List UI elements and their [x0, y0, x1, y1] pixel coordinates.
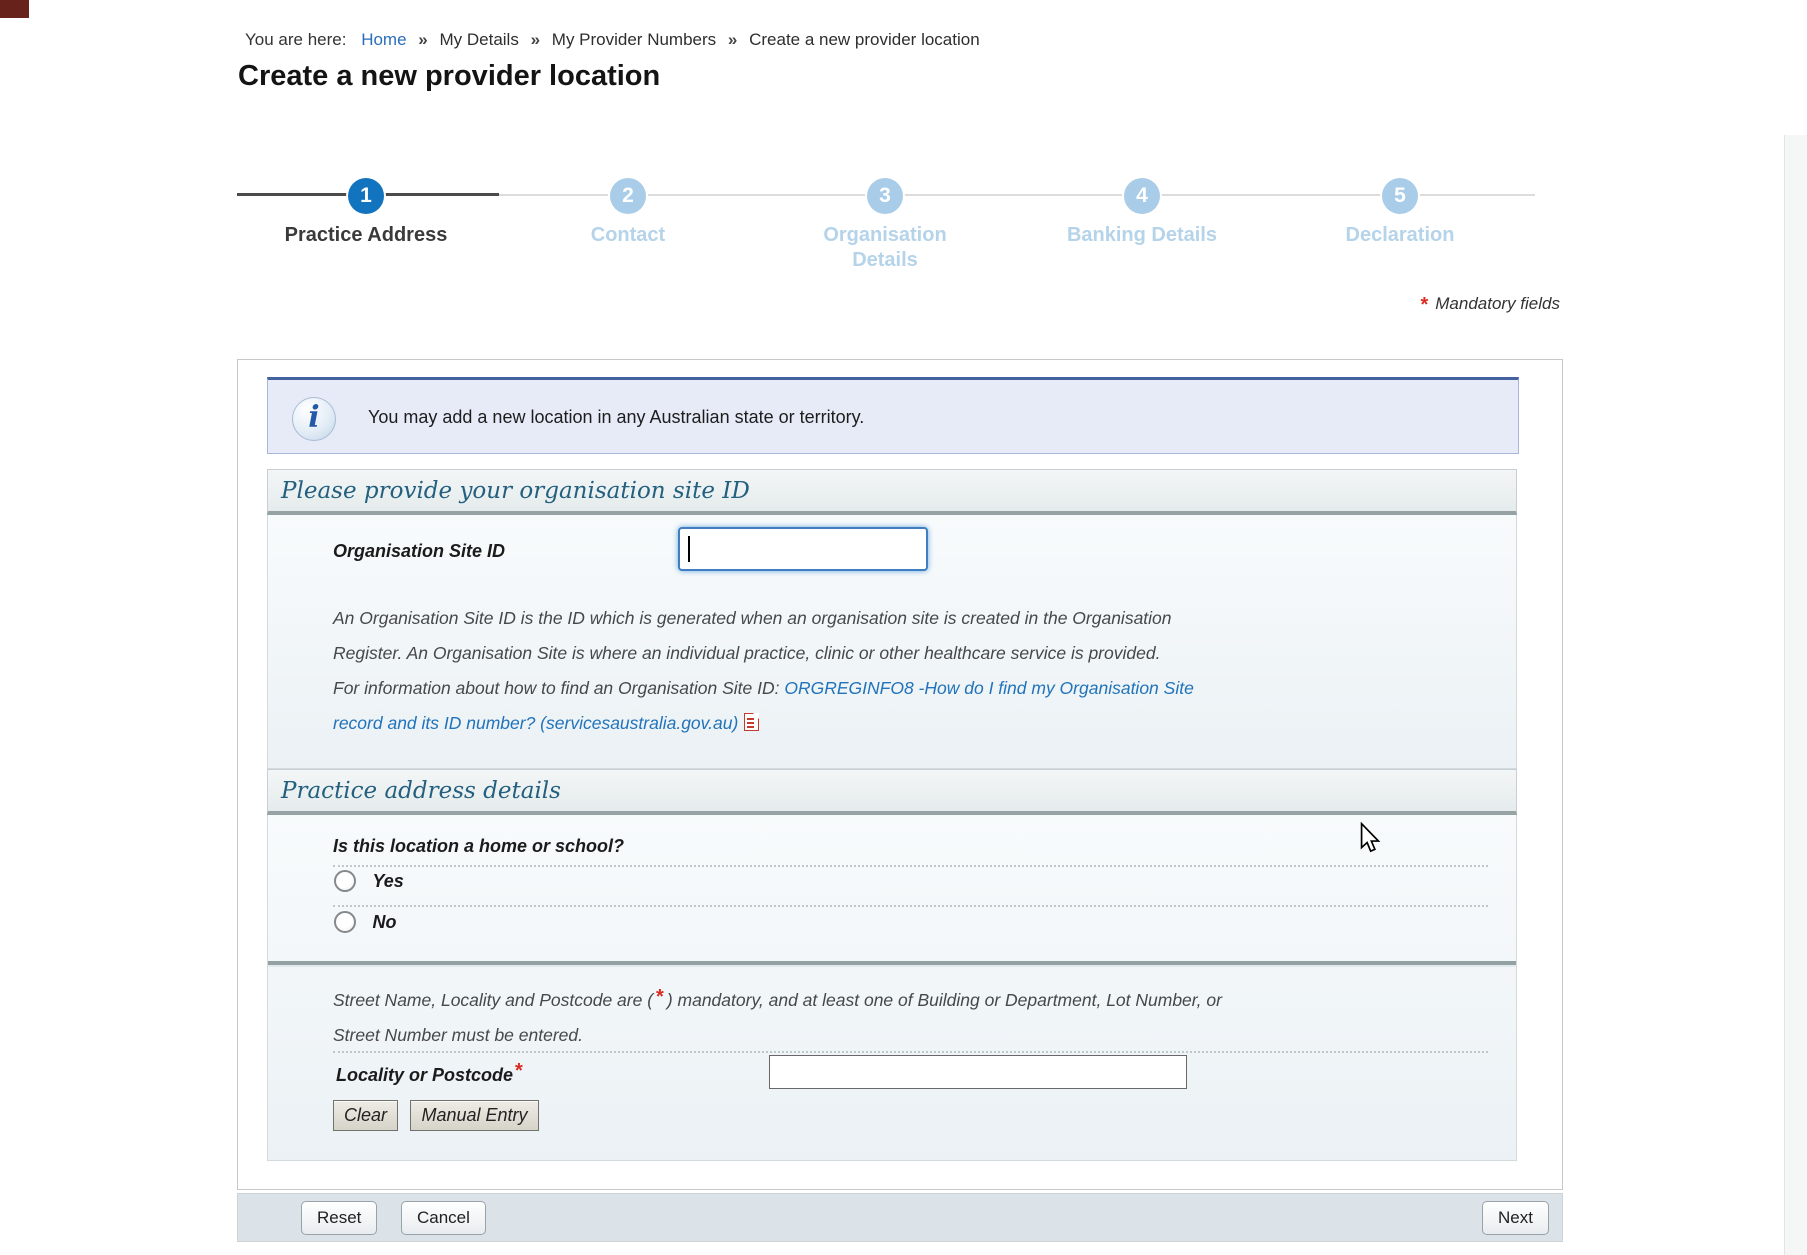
stepper-step-contact [543, 178, 713, 248]
step-number-badge: 5 [1382, 178, 1418, 214]
section-header-organisation-site-id: Please provide your organisation site ID [267, 469, 1517, 515]
footer-action-bar [237, 1193, 1563, 1242]
section-divider [268, 961, 1516, 965]
home-or-school-question: Is this location a home or school? [333, 836, 625, 856]
orgreginfo8-link-continued[interactable]: record and its ID number? (servicesaustralia.gov.au) [333, 713, 739, 733]
stepper-step-declaration [1315, 178, 1485, 248]
form-panel [237, 359, 1563, 1190]
radio-row-no [334, 911, 396, 933]
mandatory-asterisk: * [515, 1060, 523, 1082]
info-icon: i [292, 397, 336, 441]
organisation-site-id-help [333, 601, 1194, 741]
yes-radio[interactable] [334, 870, 356, 892]
no-radio[interactable] [334, 911, 356, 933]
step-label: Practice Address [284, 224, 448, 246]
orgreginfo8-link[interactable]: ORGREGINFO8 -How do I find my Organisation Site [784, 678, 1194, 698]
organisation-site-id-input-wrap [678, 527, 928, 571]
mandatory-fields-note [1180, 292, 1560, 315]
mandatory-asterisk: * [1420, 294, 1429, 316]
manual-entry-button[interactable]: Manual Entry [410, 1100, 538, 1131]
section-header-practice-address-details: Practice address details [267, 769, 1517, 815]
step-label: Contact [590, 224, 666, 246]
info-banner [267, 377, 1519, 454]
dotted-separator [333, 905, 1488, 907]
no-radio-label[interactable]: No [372, 911, 397, 932]
help-line [333, 706, 1194, 741]
browser-corner-fragment [0, 0, 29, 18]
section-body-practice-address-details [267, 815, 1517, 1161]
step-label: Organisation Details [823, 224, 947, 271]
breadcrumb-separator: » [727, 30, 738, 49]
text-caret [688, 536, 690, 562]
step-label: Banking Details [1066, 224, 1218, 246]
breadcrumb-separator: » [418, 30, 428, 49]
breadcrumb-separator: » [530, 30, 541, 49]
info-banner-text: You may add a new location in any Australian state or territory. [368, 407, 865, 427]
scrollbar-gutter[interactable] [1784, 135, 1807, 1255]
stepper-step-banking-details [1057, 178, 1227, 248]
pdf-icon[interactable] [744, 713, 759, 731]
mouse-cursor-icon [1358, 822, 1382, 859]
step-number-badge: 2 [610, 178, 646, 214]
dotted-separator [333, 865, 1488, 867]
breadcrumb-prefix: You are here: [245, 30, 347, 49]
next-button[interactable]: Next [1482, 1201, 1549, 1235]
help-line: Register. An Organisation Site is where an individual practice, clinic or other healthcare service is provided. [333, 643, 1161, 663]
cancel-button[interactable]: Cancel [401, 1201, 486, 1235]
radio-row-yes [334, 870, 404, 892]
organisation-site-id-label: Organisation Site ID [333, 541, 506, 561]
breadcrumb-link-my-details[interactable]: My Details [439, 30, 519, 49]
breadcrumb-link-home[interactable]: Home [361, 30, 407, 49]
help-line: For information about how to find an Organisation Site ID: ORGREGINFO8 -How do I find my Organisation Site [333, 678, 1194, 698]
page-title: Create a new provider location [238, 60, 661, 92]
step-number-badge: 4 [1124, 178, 1160, 214]
locality-or-postcode-input[interactable] [769, 1055, 1187, 1089]
breadcrumb-current-page: Create a new provider location [749, 30, 980, 49]
yes-radio-label[interactable]: Yes [372, 870, 404, 891]
organisation-site-id-input[interactable] [678, 527, 928, 571]
street-mandatory-note: Street Name, Locality and Postcode are ( * ) mandatory, and at least one of Building or Department, Lot Number, or Street Number must be entered. [333, 986, 1222, 1045]
address-buttons-row [333, 1100, 547, 1131]
dotted-separator [333, 1051, 1488, 1053]
step-number-badge: 3 [867, 178, 903, 214]
locality-or-postcode-label: Locality or Postcode * [336, 1060, 523, 1085]
breadcrumb-link-my-provider-numbers[interactable]: My Provider Numbers [551, 30, 717, 49]
mandatory-asterisk: * [656, 986, 664, 1008]
stepper-step-organisation-details [800, 178, 970, 273]
mandatory-text: Mandatory fields [1435, 294, 1560, 313]
clear-button[interactable]: Clear [333, 1100, 398, 1131]
stepper-step-practice-address [281, 178, 451, 248]
step-number-badge: 1 [348, 178, 384, 214]
section-body-organisation-site-id [267, 515, 1517, 769]
help-line: An Organisation Site ID is the ID which is generated when an organisation site is created in the Organisation [333, 608, 1172, 628]
reset-button[interactable]: Reset [301, 1201, 377, 1235]
step-label: Declaration [1345, 224, 1455, 246]
breadcrumb [245, 30, 980, 50]
